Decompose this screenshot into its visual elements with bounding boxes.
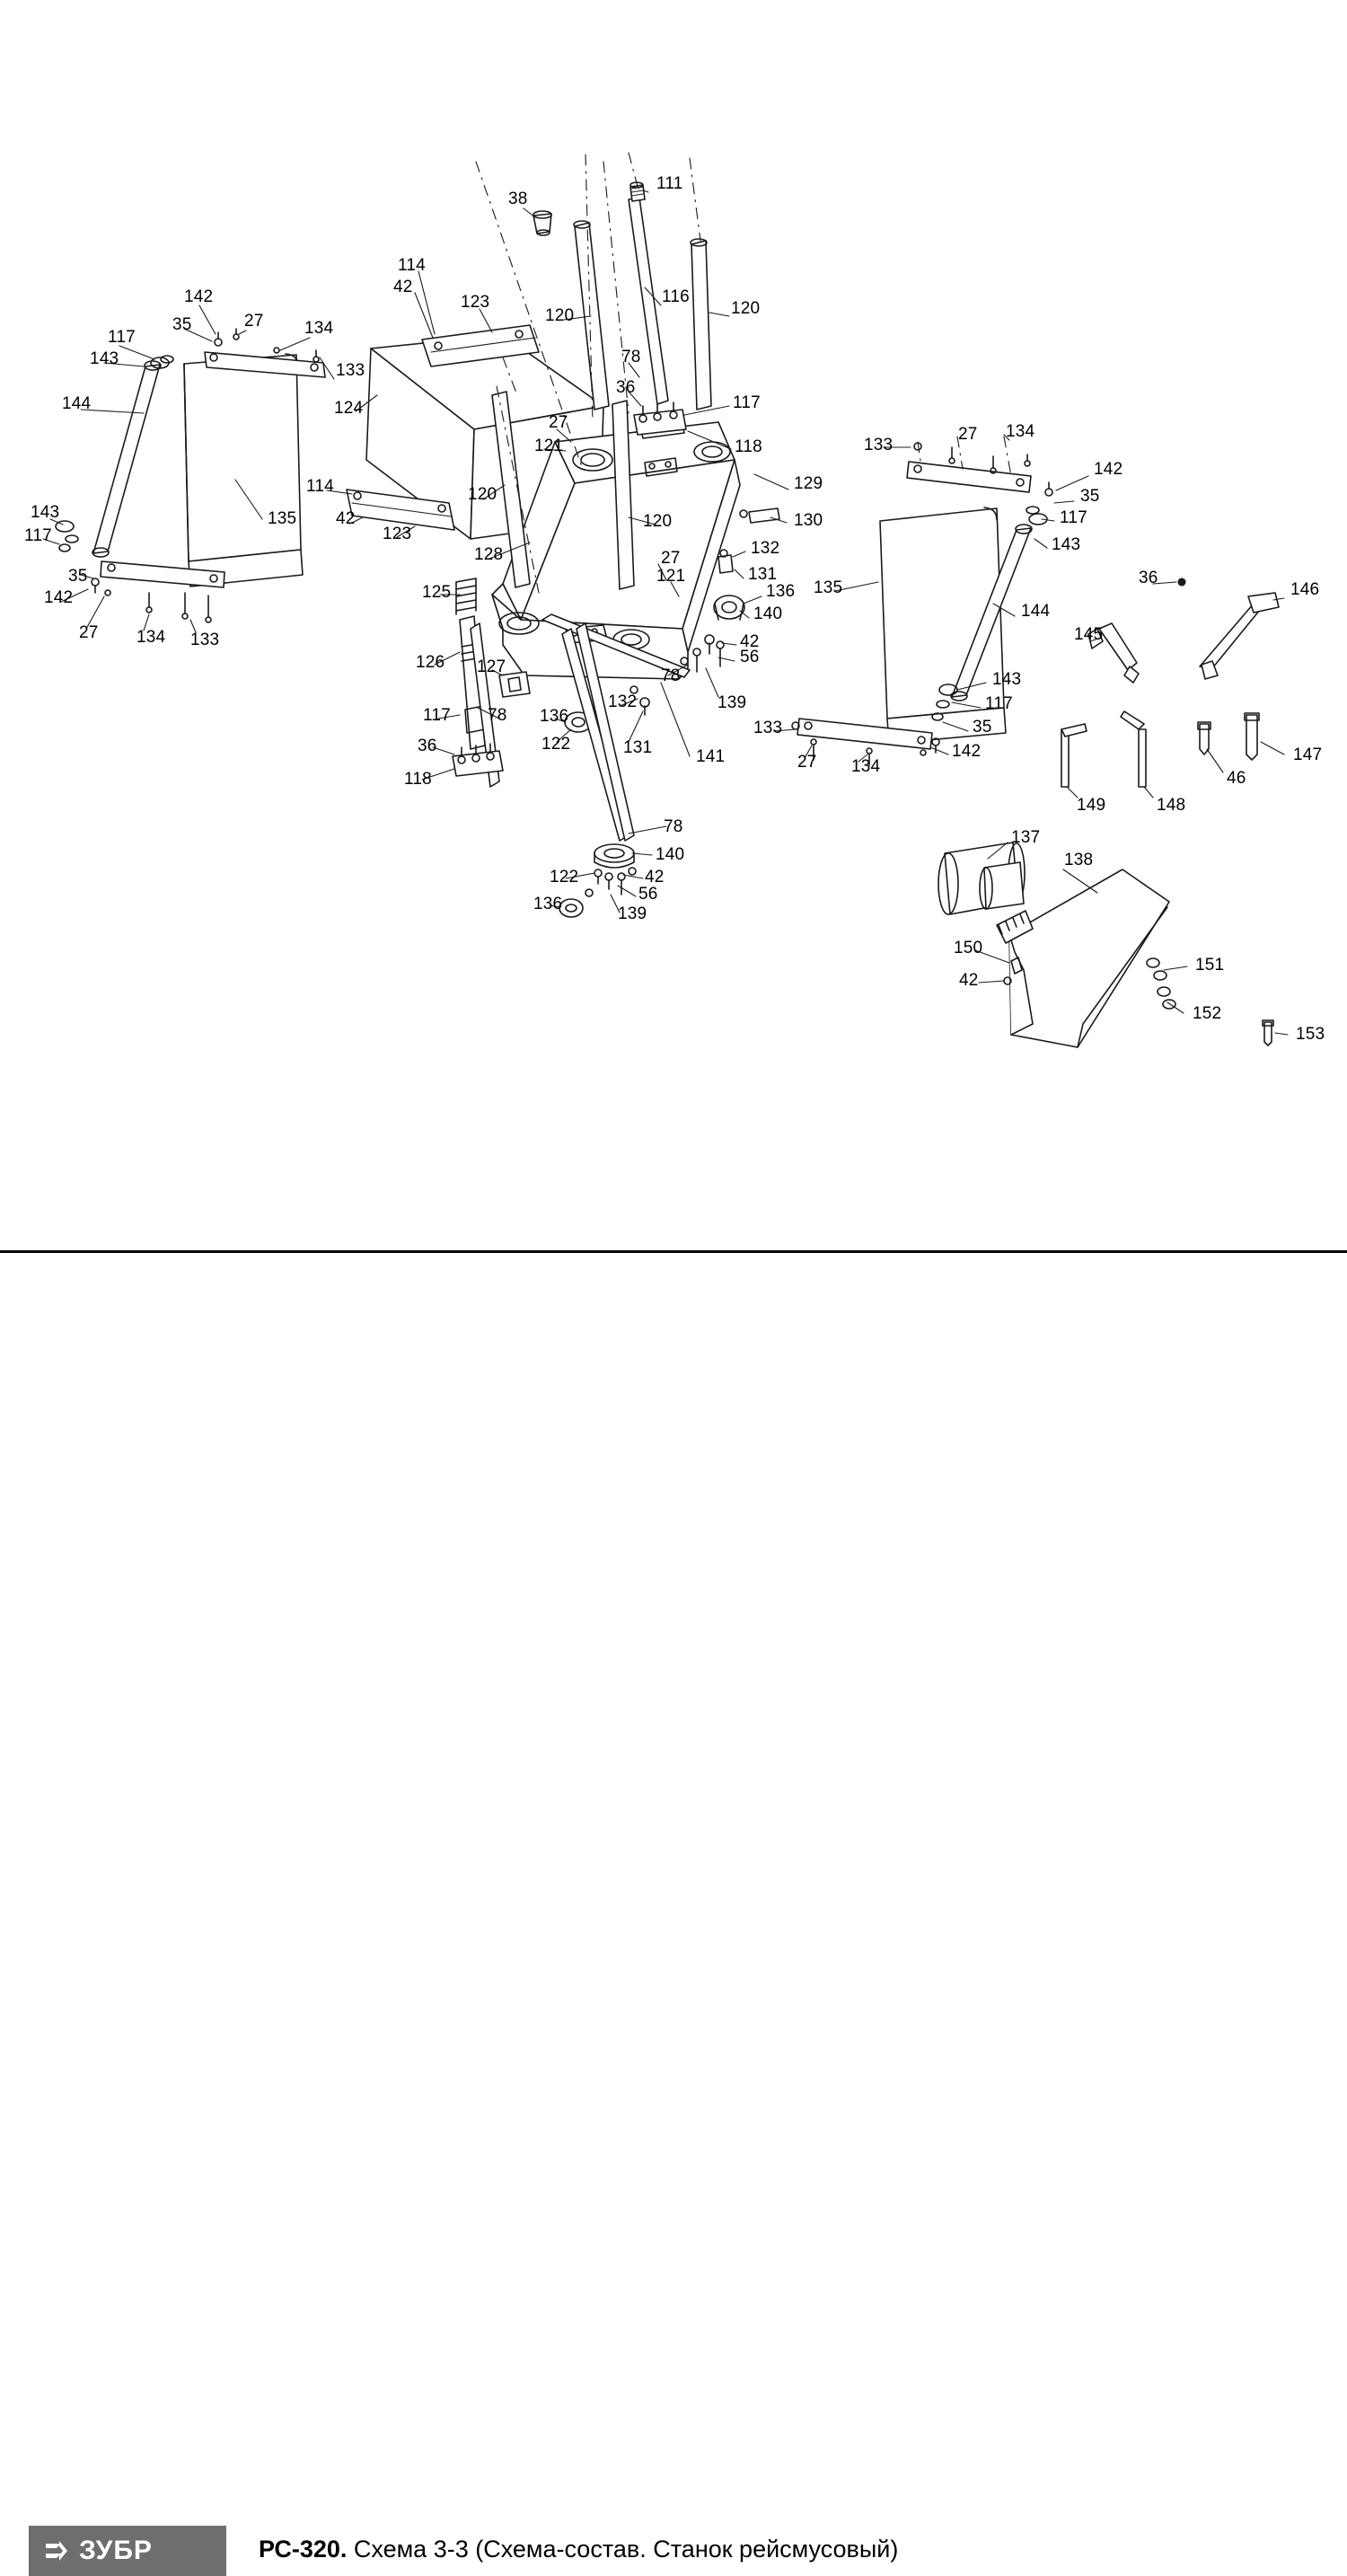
callout-number: 121 [656, 567, 686, 586]
callout-number: 151 [1195, 956, 1225, 975]
callout-number: 135 [268, 509, 297, 528]
callout-number: 141 [696, 747, 726, 766]
callout-number: 130 [794, 511, 823, 530]
callout-number: 132 [608, 693, 638, 711]
callout-number: 150 [954, 939, 983, 957]
callout-number: 35 [68, 567, 88, 586]
hex-key-148 [1121, 711, 1146, 787]
callout-number: 78 [661, 666, 681, 685]
callout-number: 27 [79, 623, 99, 642]
callout-number: 42 [740, 632, 760, 651]
callout-number: 56 [740, 648, 760, 666]
callout-number: 56 [638, 885, 658, 904]
callout-number: 27 [549, 413, 568, 432]
bottom-bearing-block [594, 844, 634, 868]
callout-number: 145 [1074, 625, 1104, 644]
brand-name: ЗУБР [79, 2536, 153, 2565]
callout-number: 133 [336, 361, 365, 380]
callout-number: 120 [468, 485, 497, 504]
callout-number: 140 [656, 845, 685, 864]
callout-number: 42 [645, 868, 665, 887]
callout-number: 35 [973, 718, 992, 737]
callout-number: 27 [958, 425, 978, 444]
callout-number: 143 [992, 670, 1022, 689]
callout-number: 120 [545, 306, 575, 325]
callout-number: 117 [985, 694, 1013, 713]
callout-number: 134 [136, 628, 166, 647]
callout-number: 142 [952, 742, 982, 761]
callout-number: 146 [1290, 580, 1320, 599]
footer [0, 1253, 1347, 2565]
callout-number: 131 [748, 565, 778, 584]
callout-number: 117 [733, 393, 761, 412]
callout-number: 35 [172, 315, 192, 334]
footer-caption [259, 2536, 898, 2563]
dust-port-137 [938, 842, 1025, 914]
callout-number: 117 [24, 526, 52, 545]
callout-number: 42 [393, 278, 413, 296]
callout-number: 129 [794, 474, 823, 493]
screw-46 [1198, 722, 1211, 754]
column-clamp-group [634, 402, 686, 435]
callout-number: 36 [418, 737, 437, 755]
callout-number: 121 [534, 437, 564, 455]
callout-number: 127 [477, 657, 506, 676]
callout-number: 131 [623, 738, 653, 757]
callout-number: 138 [1064, 851, 1094, 869]
callout-number: 143 [31, 503, 60, 522]
callout-number: 136 [766, 582, 796, 601]
callout-number: 136 [540, 707, 569, 726]
brand-badge [29, 2526, 226, 2576]
callout-number: 136 [533, 895, 563, 913]
handle-146 [1200, 593, 1279, 679]
callout-number: 134 [851, 757, 881, 776]
screw-153 [1263, 1020, 1273, 1045]
callout-number: 122 [550, 868, 579, 887]
callout-number: 114 [398, 256, 426, 275]
callout-number: 27 [661, 549, 681, 568]
callout-number: 147 [1293, 745, 1323, 764]
callout-number: 134 [304, 319, 334, 338]
callout-number: 153 [1296, 1025, 1325, 1044]
zubr-arrow-icon [41, 2536, 72, 2566]
callout-number: 139 [618, 904, 647, 923]
callout-number: 142 [1094, 460, 1123, 479]
callout-number: 117 [1060, 508, 1087, 527]
callout-number: 124 [334, 399, 364, 418]
roller-wheel-bottom [559, 899, 583, 917]
callout-number: 152 [1193, 1004, 1222, 1023]
callout-number: 27 [797, 753, 817, 772]
spring-125 [456, 578, 476, 614]
callout-number: 126 [416, 653, 445, 672]
callout-number: 125 [422, 583, 452, 602]
callout-number: 122 [541, 735, 571, 754]
callout-number: 133 [864, 436, 894, 454]
callout-number: 137 [1011, 828, 1041, 847]
callout-number: 78 [621, 348, 641, 366]
callout-number: 27 [244, 312, 264, 331]
right-upper-rail [907, 462, 1031, 492]
callout-number: 78 [664, 817, 683, 836]
callout-number: 148 [1157, 796, 1186, 815]
callout-number: 134 [1006, 422, 1035, 441]
callout-number: 143 [1052, 535, 1081, 554]
callout-number: 142 [44, 588, 74, 607]
callout-number: 46 [1227, 769, 1246, 788]
scheme-caption: Схема 3-3 (Схема-состав. Станок рейсмусовый) [353, 2536, 899, 2563]
callout-number: 118 [735, 437, 762, 456]
callout-number: 133 [753, 719, 783, 737]
callout-number: 116 [662, 287, 690, 306]
callout-number: 42 [959, 971, 979, 990]
screw-147 [1245, 713, 1259, 760]
callout-number: 123 [383, 525, 412, 543]
callout-number: 35 [1080, 487, 1100, 506]
callout-number: 133 [190, 631, 220, 649]
callout-number: 140 [753, 604, 783, 623]
callout-number: 120 [643, 512, 673, 531]
callout-number: 135 [814, 578, 843, 597]
callout-number: 142 [184, 287, 214, 306]
hex-key-149 [1061, 724, 1087, 787]
callout-number: 36 [1139, 569, 1158, 587]
left-table-extension [184, 354, 303, 587]
roller-wheel-upper [714, 595, 744, 620]
model-number: РС-320. [259, 2536, 348, 2563]
callout-number: 143 [90, 349, 119, 368]
callout-number: 114 [306, 477, 334, 496]
callout-number: 132 [751, 539, 780, 558]
callout-number: 139 [718, 693, 747, 712]
left-round-post [92, 361, 161, 557]
callout-number: 38 [508, 190, 528, 208]
callout-number: 117 [423, 706, 451, 725]
callout-number: 78 [488, 706, 507, 725]
callout-number: 117 [108, 328, 136, 347]
callout-number: 123 [461, 293, 490, 312]
callout-number: 42 [336, 509, 356, 528]
callout-number: 111 [656, 174, 683, 193]
callout-number: 149 [1077, 796, 1106, 815]
callout-number: 144 [62, 394, 92, 413]
cap-38 [533, 211, 551, 235]
callout-number: 36 [616, 378, 636, 397]
callout-number: 144 [1021, 602, 1051, 621]
callout-number: 128 [474, 545, 504, 564]
callout-number: 118 [404, 770, 432, 789]
callout-number: 120 [731, 299, 761, 318]
